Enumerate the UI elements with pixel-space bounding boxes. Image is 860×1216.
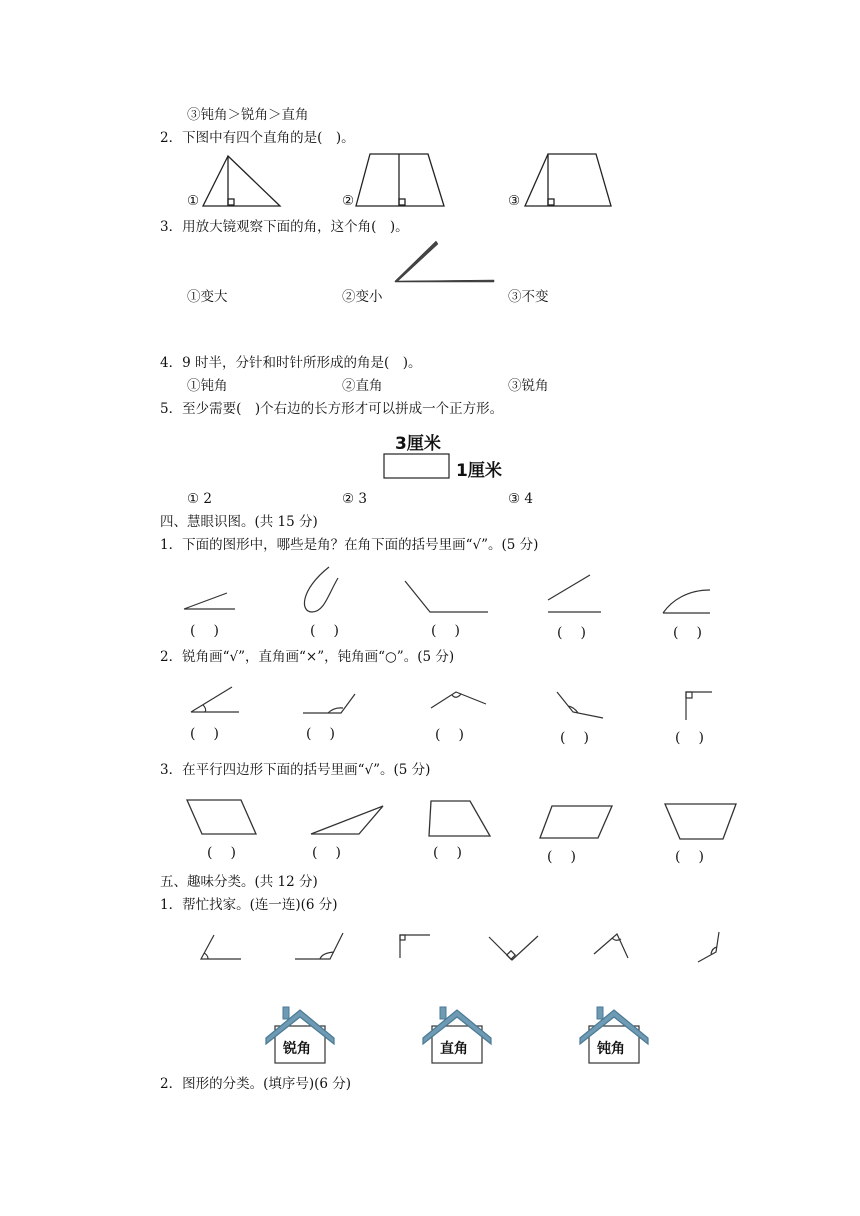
s4q3-paren-2[interactable]: ( ) <box>312 845 343 861</box>
q4-option-1: ①钝角 <box>187 378 228 394</box>
s4q1-paren-1[interactable]: ( ) <box>190 623 221 639</box>
q5-width-label: 3厘米 <box>395 434 441 454</box>
s4q2-paren-5[interactable]: ( ) <box>675 730 706 746</box>
s4q3-paren-1[interactable]: ( ) <box>207 845 238 861</box>
section-4-q1-text: 1．下面的图形中，哪些是角？在角下面的括号里画“√”。(5 分) <box>160 537 539 553</box>
section-4-title: 四、慧眼识图。(共 15 分) <box>160 514 318 530</box>
s4q3-paren-3[interactable]: ( ) <box>433 845 464 861</box>
q4-text: 4．9 时半，分针和时针所形成的角是( )。 <box>160 355 422 371</box>
q5-text: 5．至少需要( )个右边的长方形才可以拼成一个正方形。 <box>160 401 504 417</box>
s4q2-paren-3[interactable]: ( ) <box>435 727 466 743</box>
q3-option-2: ②变小 <box>342 289 383 305</box>
s4q1-paren-3[interactable]: ( ) <box>431 623 462 639</box>
q5-option-3: ③ 4 <box>508 491 533 507</box>
q3-option-3: ③不变 <box>508 289 549 305</box>
s4q1-paren-5[interactable]: ( ) <box>673 625 704 641</box>
house-label-obtuse: 钝角 <box>597 1041 625 1057</box>
q4-option-3: ③锐角 <box>508 378 549 394</box>
section-5-q1-text: 1．帮忙找家。(连一连)(6 分) <box>160 897 338 913</box>
house-label-right: 直角 <box>440 1041 468 1057</box>
q1-option-3: ③钝角＞锐角＞直角 <box>187 107 309 123</box>
q2-option-3: ③ <box>508 193 521 209</box>
s4q1-paren-4[interactable]: ( ) <box>557 625 588 641</box>
q2-option-2: ② <box>342 193 355 209</box>
section-5-title: 五、趣味分类。(共 12 分) <box>160 874 318 890</box>
s4q1-paren-2[interactable]: ( ) <box>310 623 341 639</box>
section-5-q2-text: 2．图形的分类。(填序号)(6 分) <box>160 1076 352 1092</box>
q3-text: 3．用放大镜观察下面的角，这个角( )。 <box>160 219 409 235</box>
section-4-q3-text: 3．在平行四边形下面的括号里画“√”。(5 分) <box>160 762 431 778</box>
s4q2-paren-1[interactable]: ( ) <box>190 726 221 742</box>
house-label-acute: 锐角 <box>283 1041 311 1057</box>
q5-option-1: ① 2 <box>187 491 212 507</box>
s4q2-paren-4[interactable]: ( ) <box>560 730 591 746</box>
q2-text: 2．下图中有四个直角的是( )。 <box>160 130 355 146</box>
s4q2-paren-2[interactable]: ( ) <box>306 726 337 742</box>
q5-height-label: 1厘米 <box>456 461 502 481</box>
q5-option-2: ② 3 <box>342 491 367 507</box>
q3-option-1: ①变大 <box>187 289 228 305</box>
s4q3-paren-4[interactable]: ( ) <box>547 849 578 865</box>
section-4-q2-text: 2．锐角画“√”，直角画“×”，钝角画“○”。(5 分) <box>160 649 455 665</box>
s4q3-paren-5[interactable]: ( ) <box>675 849 706 865</box>
q4-option-2: ②直角 <box>342 378 383 394</box>
q2-option-1: ① <box>187 193 200 209</box>
